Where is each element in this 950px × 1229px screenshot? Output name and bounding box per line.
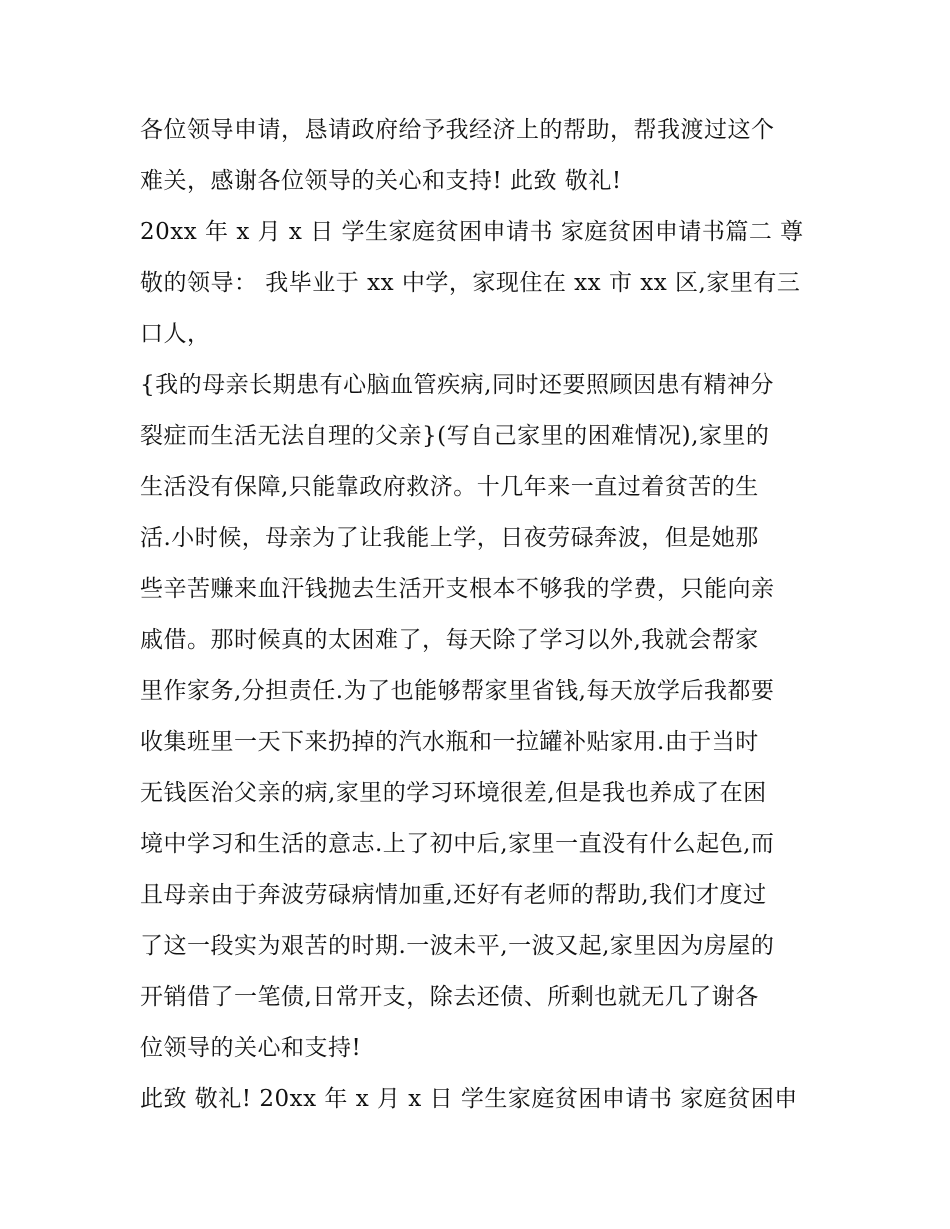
text-line: 裂症而生活无法自理的父亲}(写自己家里的困难情况),家里的 xyxy=(140,423,770,449)
text-line: 敬的领导： 我毕业于 xx 中学，家现住在 xx 市 xx 区,家里有三 xyxy=(140,270,801,296)
text-line: 难关，感谢各位领导的关心和支持! 此致 敬礼! xyxy=(140,168,622,194)
text-line: 收集班里一天下来扔掉的汽水瓶和一拉罐补贴家用.由于当时 xyxy=(140,729,759,755)
text-line: 各位领导申请，恳请政府给予我经济上的帮助，帮我渡过这个 xyxy=(140,117,775,143)
body-text xyxy=(140,105,830,1125)
text-line: 20xx 年 x 月 x 日 学生家庭贫困申请书 家庭贫困申请书篇二 尊 xyxy=(140,219,804,245)
text-line: {我的母亲长期患有心脑血管疾病,同时还要照顾因患有精神分 xyxy=(140,372,774,398)
text-line: 开销借了一笔债,日常开支，除去还债、所剩也就无几了谢各 xyxy=(140,984,759,1010)
text-line: 境中学习和生活的意志.上了初中后,家里一直没有什么起色,而 xyxy=(140,831,775,857)
text-line: 些辛苦赚来血汗钱抛去生活开支根本不够我的学费，只能向亲 xyxy=(140,576,775,602)
text-line: 了这一段实为艰苦的时期.一波未平,一波又起,家里因为房屋的 xyxy=(140,933,775,959)
text-line: 位领导的关心和支持! xyxy=(140,1035,362,1061)
text-line: 戚借。那时候真的太困难了，每天除了学习以外,我就会帮家 xyxy=(140,627,759,653)
text-line: 且母亲由于奔波劳碌病情加重,还好有老师的帮助,我们才度过 xyxy=(140,882,767,908)
text-line: 口人， xyxy=(140,321,211,347)
text-line: 无钱医治父亲的病,家里的学习环境很差,但是我也养成了在困 xyxy=(140,780,767,806)
text-line: 里作家务,分担责任.为了也能够帮家里省钱,每天放学后我都要 xyxy=(140,678,775,704)
text-line: 生活没有保障,只能靠政府救济。十几年来一直过着贫苦的生 xyxy=(140,474,759,500)
text-line: 活.小时候，母亲为了让我能上学，日夜劳碌奔波，但是她那 xyxy=(140,525,759,551)
text-line: 此致 敬礼! 20xx 年 x 月 x 日 学生家庭贫困申请书 家庭贫困申 xyxy=(140,1086,798,1112)
